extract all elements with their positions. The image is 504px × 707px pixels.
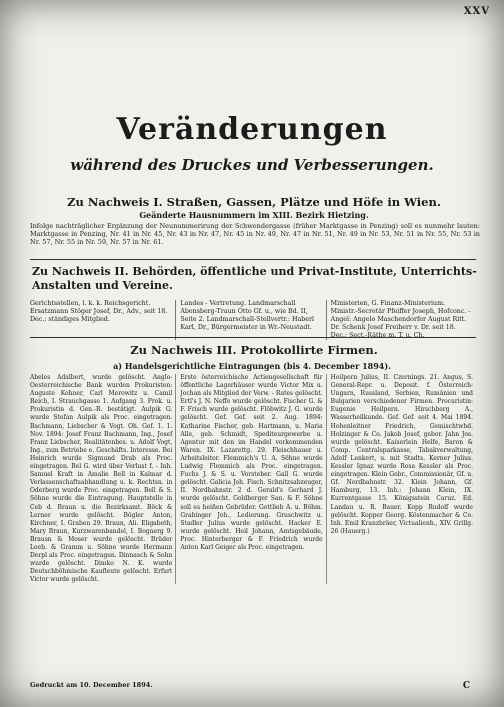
page-title: Veränderungen	[116, 112, 388, 147]
page-subtitle: während des Druckes und Verbesserungen.	[70, 156, 434, 174]
footer	[30, 681, 476, 689]
signature-mark: C	[462, 681, 470, 691]
section3-subheading: a) Handelsgerichtliche Eintragungen (bis 4. December 1894).	[113, 361, 391, 371]
section2-column: Ministerien, G. Finanz-Ministerium. Ministr.-Secretär Pfeiffer Joseph, Hofconc. - Angel: Angelo Maschendorfer August Ritt. Dr. Schenk Josef Freiherr v. Dr. seit 18. Dec.: Sect.-Räthe m. T. u. Ch.	[330, 300, 471, 339]
divider	[30, 259, 476, 260]
section3-column: Erste österreichische Actiengesellschaft für öffentliche Lagerhäuser wurde Victor Mix u. Jochan als Mitglied der Verw. - Rates gelöscht. Ertl's J. N. Neffe wurde gelöscht. Fischer G. & F. Frisch wurde gelöscht. Flöbwitz J. G. wurde gelöscht. Gef. Gef. seit 2. Aug. 1894: Katharine Fischer, geb. Hartmann, u. Maria Alle, geb. Schmidt, Spediteurgewerbe u. Agentur mit den im Handel vorkommenden Waren. IX. Lazarettg. 29. Fleischhauer u. Arbeitsleiter. Flemmich's U. A. Söhne wurde Ludwig Flemmich als Proc. eingetragen. Fuchs J. & S. u. Vorsteher. Gall G. wurde gelöscht. Galicia Joh. Fisch. Schnitzsabzeuger, II. Nordbahnstr. 2 d. Gerald's Gerhard J. wurde gelöscht. Goldberger San. & F. Söhne soll es heißen Gebrüder. Gottlieb A. u. Böhm. Grabinger Joh., Ledierung. Gruschwitz u. Stadler Julius wurde gelöscht. Hacker E. wurde gelöscht. Heil Johann, Amtsgebäude, Proc. Hinterberger & F. Friedrich wurde Anton Karl Geiger als Proc. eingetragen.	[180, 374, 326, 584]
section2-columns	[30, 300, 476, 340]
divider	[30, 337, 476, 338]
section1-note: Geänderte Hausnummern im XIII. Bezirk Hietzing.	[139, 210, 369, 220]
section3-columns	[30, 374, 476, 584]
section3-heading: Zu Nachweis III. Protokollirte Firmen.	[130, 343, 378, 357]
section1-text: Infolge nachträglicher Ergänzung der Neunummerirung der Schwendergasse (früher Marktgasse in Penzing) soll es nunmehr lauten: Marktgasse in Penzing, Nr. 41 in Nr. 45, Nr. 43 in Nr. 47, Nr. 45 in Nr. 49, Nr. 47 in Nr. 51, Nr. 49 in Nr. 53, Nr. 51 in Nr. 55, Nr. 53 in Nr. 57, Nr. 55 in Nr. 59, Nr. 57 in Nr. 61.	[30, 222, 480, 246]
section3-column: Abeles Adalbert, wurde gelöscht. Anglo-Oesterreichische Bank wurden Prokuristen: Auguste Kohner, Carl Merowitz u. Camil Reich, I. Strauchgasse 1. Aufgang 3. Prok. u. Prokuristin d. Gen.-R. bestätigt. Aulpik G. wurde Stefan Aulpik als Proc. eingetragen. Bachmann, Liebscher & Vogt. Oh. Gef. 1. 1. Nov. 1894: Josef Franz Bachmann, Ing., Josef Franz Liebscher, Realitätenbes. u. Adolf Vogt, Ing., zum Betriebe e. Geschäfts. Interesse. Bei Heinrich wurde Sigmund Drab als Proc. eingetragen. Bel G. wird über Verlust f. - Inh. Samuel Kraft in Amalie Bell in Kalmar d. Verlassenschaftsabhandlung u. k. Rechtsn. in Oderberg wurde Proc. eingetragen. Bell & S. Söhne wurde die Eintragung. Hauptstelle in Ceb d. Braun u. die Bezirksamt. Böck & Lerner wurde gelöscht. Bögler Anton, Kirchner, I. Graben 29. Braun, Ali. Eligabeth, Mary Braun, Kurzwarenbandel, I. Bognerg 9. Brausn & Moser wurde gelöscht. Brüder Leeb. & Gramm u. Söhne wurde Hermann Derpl als Proc. eingetragen. Dinnasch & Sohn wurde gelöscht. Dimko N. K. wurde Deutschböhmische Kaufleute gelöscht. Erfurt Victor wurde gelöscht.	[30, 374, 176, 584]
section2-heading: Zu Nachweis II. Behörden, öffentliche und Privat-Institute, Unterrichts-Anstalten und Vereine.	[32, 265, 477, 292]
print-date: Gedruckt am 10. December 1894.	[30, 681, 153, 689]
section2-column: Gerichtsstellen, l. k. k. Reichsgericht. Ersatzmann Stöger Josef, Dr., Adv., seit 18. Dec.: ständiges Mitglied.	[30, 300, 176, 340]
section2-column: Landes - Vertretung. Landmarschall Abensberg-Traun Otto Gf. u., wie Bd. II, Seite 2. Landmarschall-Stellvertr.: Haberl Karl, Dr., Bürgermeister in Wr.-Neustadt.	[180, 300, 326, 340]
page-number: XXV	[463, 6, 490, 17]
section1-heading: Zu Nachweis I. Straßen, Gassen, Plätze und Höfe in Wien.	[67, 195, 441, 209]
section3-column: Heilpern Julius, II. Czernings. 21. Angus, S. General-Repr. u. Deposit. f. Österreich-Ungarn, Russland, Serbien, Rumänien und Bulgarien verschiedener Firmen. Procuristin: Eugenie Heilpern. Hirschberg A., Wasserheilkunde. Gef. Gef. seit 4. Mai 1894. Hohenleitner Friedrich, Gemischtwhd. Holzinger & Co. Jakob Josef, gebor. Jahn Jos. wurde gelöscht. Kaiserlein Helfe, Baron & Comp. Centralsparkasse, Tabakverwaltung, Adolf Lenkert, u. mit Stadts. Kerner Julius. Kessler Ignaz wurde Rosa Kessler als Proc. eingetragen. Klein Gebr., Commissionär, Gf. u. Gf. Nordbahnstr. 32. Klein Johann, Gf. Hamburg, 13. Inh.: Johann Klein, IX. Kurrentgasse 15. Königsstein Caruz. Ed. Landau u. R. Bauer. Kopp Rudolf wurde gelöscht. Kopper Georg. Köstenmacher & Co. Inh. Emil Kranzbräer, Victualienh., XIV. Grillg. 26 (Hauerg.)	[330, 374, 473, 535]
